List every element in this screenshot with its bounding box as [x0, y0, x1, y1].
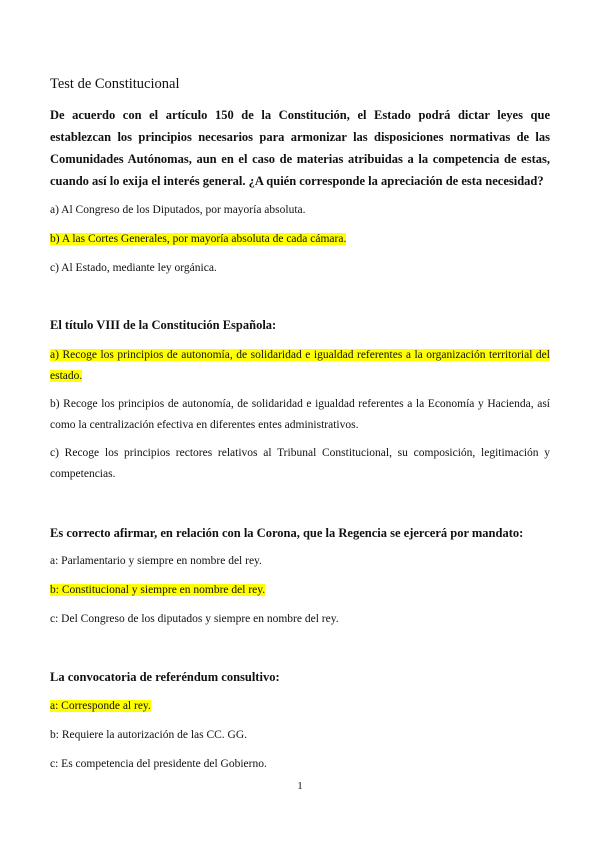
question-1-option-a	[50, 200, 550, 221]
question-3-option-a	[50, 551, 550, 572]
page-number: 1	[297, 780, 303, 792]
question-3-option-c	[50, 609, 550, 630]
question-1-text: De acuerdo con el artículo 150 de la Constitución, el Estado podrá dictar leyes que establezcan los principios necesarios para armonizar las disposiciones normativas de las Comunidades Autónomas, aun en el caso de materias atribuidas a la competencia de estas, cuando así lo exija el interés general. ¿A quién corresponde la apreciación de esta necesidad?	[50, 108, 550, 188]
option-text-highlighted: b) A las Cortes Generales, por mayoría absoluta de cada cámara.	[50, 233, 347, 245]
question-4-option-b	[50, 725, 550, 746]
question-3-option-b	[50, 580, 550, 601]
question-4-option-c	[50, 754, 550, 775]
question-4-option-a	[50, 696, 550, 717]
option-text: c) Al Estado, mediante ley orgánica.	[50, 262, 217, 274]
question-2-option-c	[50, 443, 550, 485]
option-text-highlighted: a: Corresponde al rey.	[50, 700, 151, 712]
option-text: c: Del Congreso de los diputados y siempre en nombre del rey.	[50, 613, 339, 625]
question-2-option-b	[50, 394, 550, 436]
option-text: b: Requiere la autorización de las CC. GG.	[50, 729, 248, 741]
option-text: a) Al Congreso de los Diputados, por mayoría absoluta.	[50, 204, 306, 216]
question-1-option-b	[50, 229, 550, 250]
option-text: a: Parlamentario y siempre en nombre del rey.	[50, 555, 262, 567]
document-title: Test de Constitucional	[50, 76, 180, 92]
option-text-highlighted: a) Recoge los principios de autonomía, de solidaridad e igualdad referentes a la organización territorial del estado.	[50, 349, 550, 382]
question-2-text: El título VIII de la Constitución Española:	[50, 318, 277, 332]
option-text: c) Recoge los principios rectores relativos al Tribunal Constitucional, su composición, legitimación y competencias.	[50, 447, 550, 480]
question-1-option-c	[50, 258, 550, 279]
option-text: c: Es competencia del presidente del Gobierno.	[50, 758, 267, 770]
option-text: b) Recoge los principios de autonomía, de solidaridad e igualdad referentes a la Economía y Hacienda, así como la centralización efectiva en diferentes entes administrativos.	[50, 398, 550, 431]
option-text-highlighted: b: Constitucional y siempre en nombre del rey.	[50, 584, 266, 596]
question-4-text: La convocatoria de referéndum consultivo:	[50, 670, 280, 684]
question-2-option-a	[50, 345, 550, 387]
question-3-text: Es correcto afirmar, en relación con la Corona, que la Regencia se ejercerá por mandato:	[50, 526, 524, 540]
